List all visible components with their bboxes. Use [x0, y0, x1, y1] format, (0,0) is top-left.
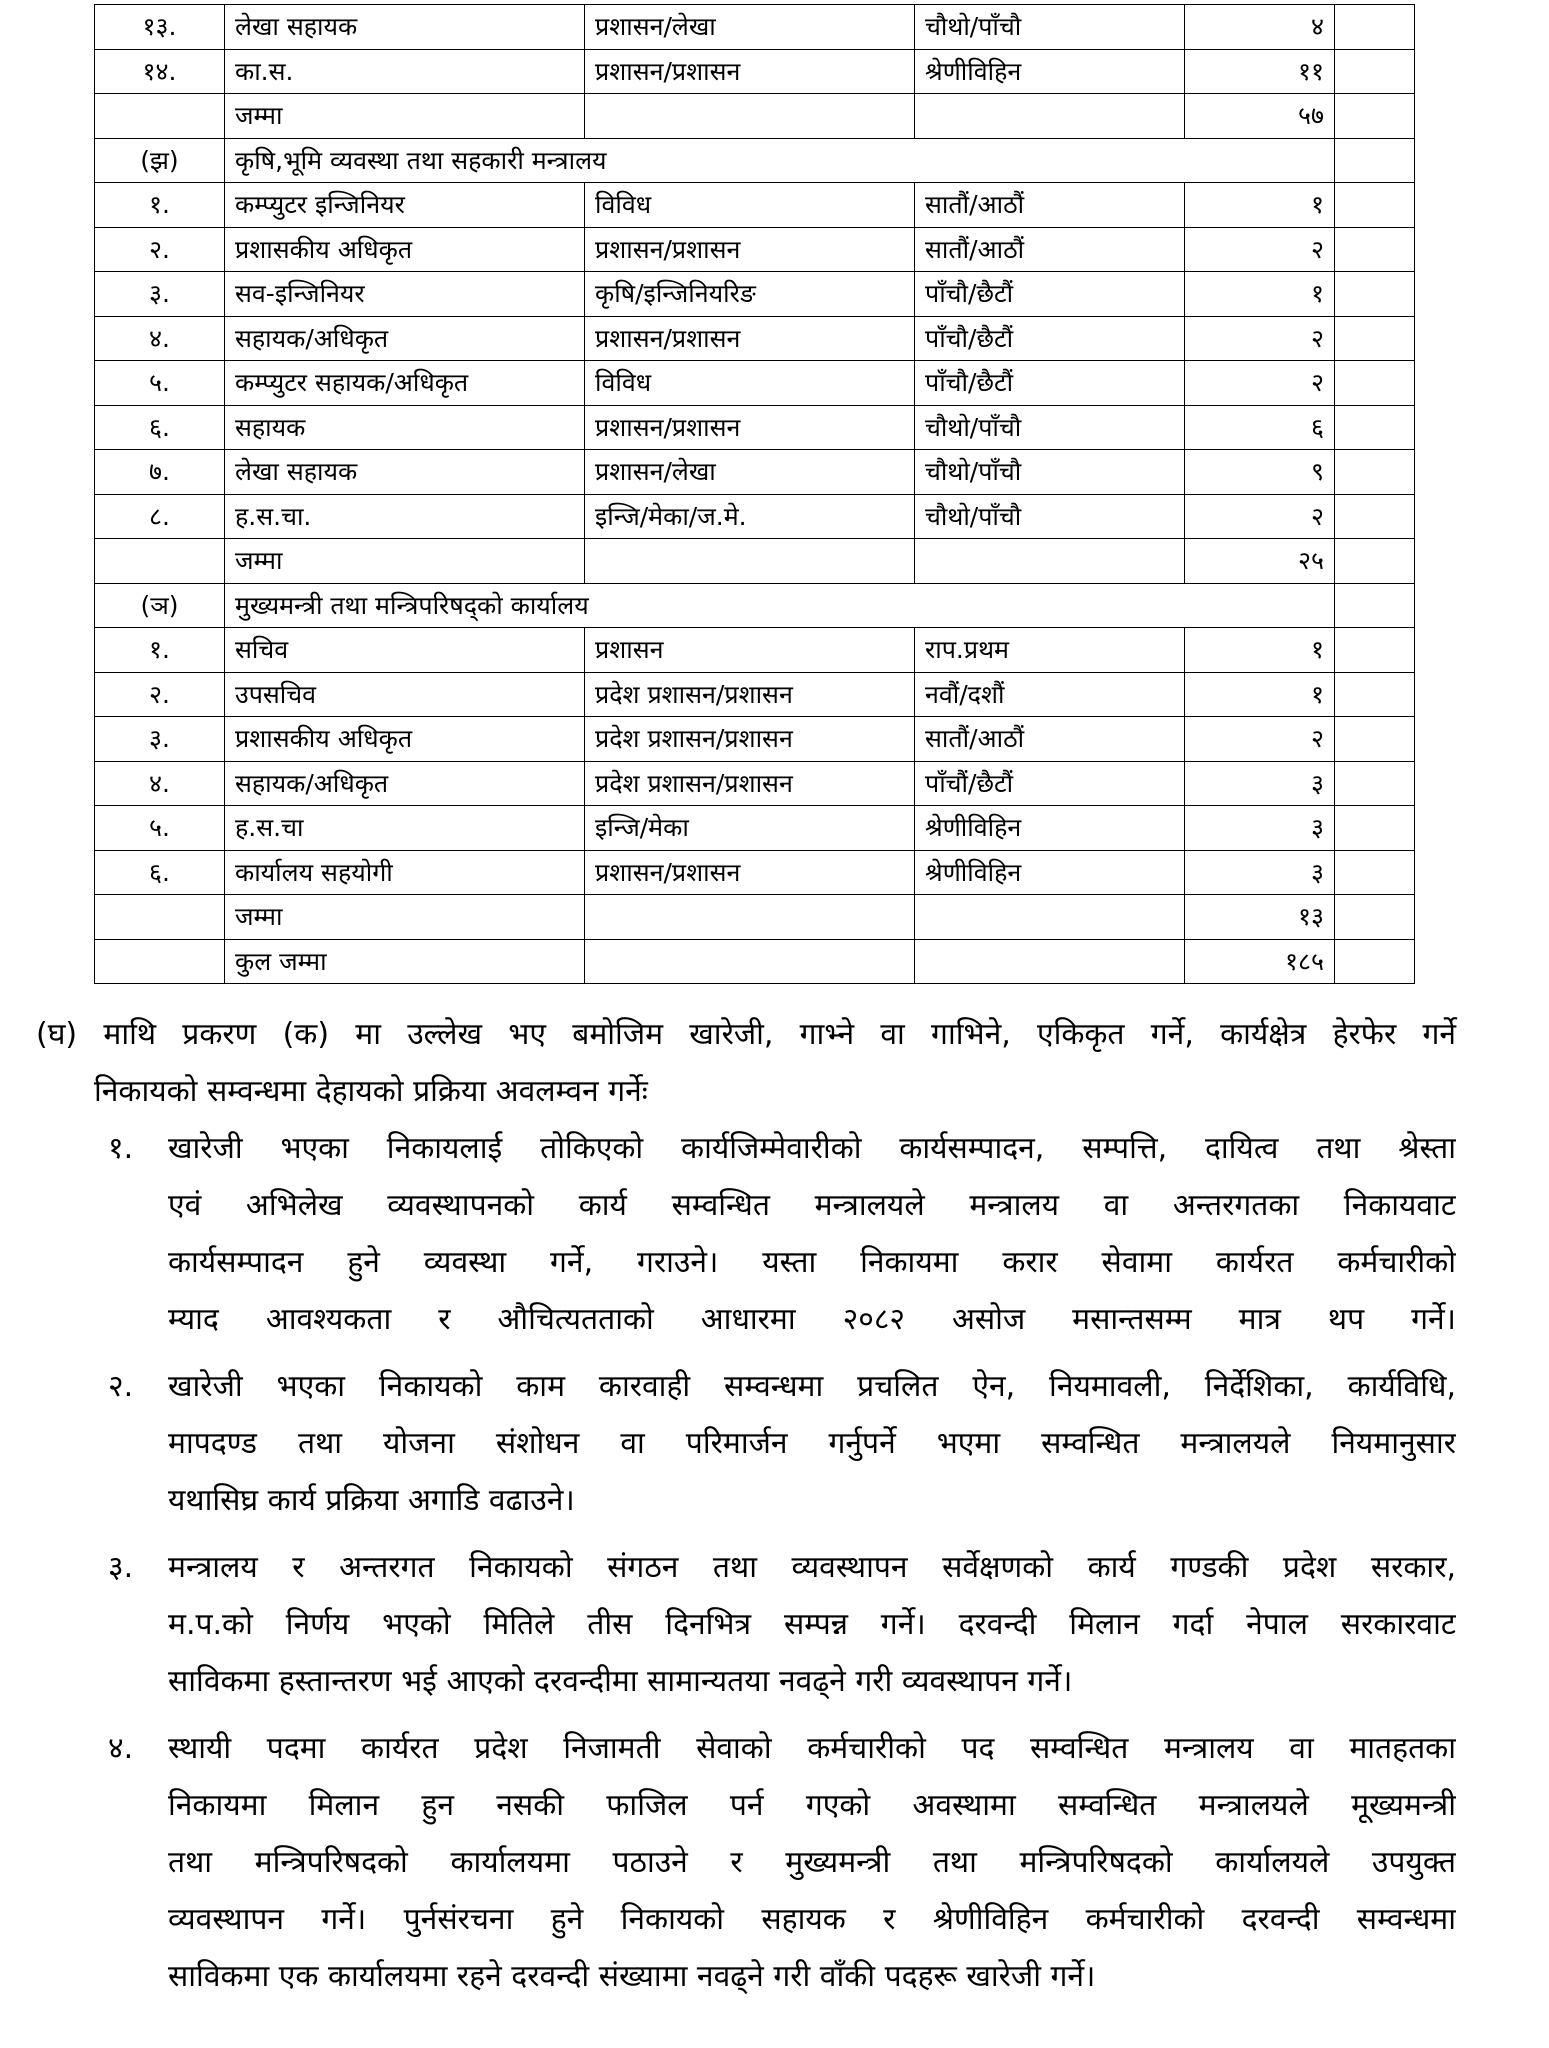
level-cell: पाँचौ/छैटौं [915, 272, 1185, 317]
service-cell: इन्जि/मेका [585, 806, 915, 851]
service-cell: प्रशासन/प्रशासन [585, 316, 915, 361]
service-cell: प्रशासन/प्रशासन [585, 49, 915, 94]
post-cell: लेखा सहायक [225, 450, 585, 495]
serial-cell: १३. [95, 5, 225, 50]
table-row [95, 5, 1415, 50]
count-cell: १ [1185, 628, 1335, 673]
table-row [95, 49, 1415, 94]
service-cell: प्रदेश प्रशासन/प्रशासन [585, 717, 915, 762]
item-line: यथासिघ्र कार्य प्रक्रिया अगाडि वढाउने। [168, 1483, 575, 1518]
section-item-2 [36, 1358, 1456, 1529]
post-cell: सचिव [225, 628, 585, 673]
level-cell: सातौं/आठौं [915, 183, 1185, 228]
table-row [95, 717, 1415, 762]
serial-cell: २. [95, 227, 225, 272]
empty-cell [585, 939, 915, 984]
staff-table-body [95, 5, 1415, 984]
empty-cell [1335, 227, 1415, 272]
serial-cell: ३. [95, 717, 225, 762]
empty-cell [95, 539, 225, 584]
section-item-3 [36, 1539, 1456, 1710]
total-count-cell: १३ [1185, 895, 1335, 940]
table-row [95, 494, 1415, 539]
item-number: २. [108, 1369, 134, 1404]
empty-cell [1335, 183, 1415, 228]
count-cell: २ [1185, 227, 1335, 272]
table-row [95, 227, 1415, 272]
level-cell: चौथो/पाँचौ [915, 405, 1185, 450]
item-line: म.प.को निर्णय भएको मितिले तीस दिनभित्र सम्पन्न गर्ने। दरवन्दी मिलान गर्दा नेपाल सरकारवाट [168, 1607, 1456, 1642]
empty-cell [1335, 761, 1415, 806]
post-cell: प्रशासकीय अधिकृत [225, 717, 585, 762]
count-cell: ९ [1185, 450, 1335, 495]
item-line: व्यवस्थापन गर्ने। पुर्नसंरचना हुने निकायको सहायक र श्रेणीविहिन कर्मचारीको दरवन्दी सम्वन्धमा [168, 1902, 1456, 1937]
post-cell: सहायक [225, 405, 585, 450]
item-line: एवं अभिलेख व्यवस्थापनको कार्य सम्वन्धित मन्त्रालयले मन्त्रालय वा अन्तरगतका निकायवाट [168, 1188, 1456, 1223]
service-cell: प्रशासन/प्रशासन [585, 405, 915, 450]
total-count-cell: ५७ [1185, 94, 1335, 139]
level-cell: सातौं/आठौं [915, 227, 1185, 272]
item-line: तथा मन्त्रिपरिषदको कार्यालयमा पठाउने र मुख्यमन्त्री तथा मन्त्रिपरिषदको कार्यालयले उपयुक्त [168, 1845, 1456, 1880]
post-cell: सहायक/अधिकृत [225, 761, 585, 806]
count-cell: २ [1185, 717, 1335, 762]
empty-cell [1335, 672, 1415, 717]
empty-cell [95, 939, 225, 984]
post-cell: कम्प्युटर सहायक/अधिकृत [225, 361, 585, 406]
count-cell: ३ [1185, 806, 1335, 851]
table-row [95, 450, 1415, 495]
empty-cell [585, 895, 915, 940]
count-cell: २ [1185, 494, 1335, 539]
empty-cell [1335, 405, 1415, 450]
empty-cell [1335, 539, 1415, 584]
item-line: कार्यसम्पादन हुने व्यवस्था गर्ने, गराउने। यस्ता निकायमा करार सेवामा कार्यरत कर्मचारीको [168, 1245, 1456, 1280]
empty-cell [915, 939, 1185, 984]
count-cell: १ [1185, 272, 1335, 317]
count-cell: २ [1185, 316, 1335, 361]
total-label-cell: कुल जम्मा [225, 939, 585, 984]
level-cell: श्रेणीविहिन [915, 806, 1185, 851]
item-line: म्याद आवश्यकता र औचित्यतताको आधारमा २०८२ असोज मसान्तसम्म मात्र थप गर्ने। [168, 1302, 1456, 1337]
post-cell: ह.स.चा. [225, 494, 585, 539]
level-cell: श्रेणीविहिन [915, 850, 1185, 895]
service-cell: विविध [585, 361, 915, 406]
service-cell: विविध [585, 183, 915, 228]
item-line: साविकमा एक कार्यालयमा रहने दरवन्दी संख्यामा नवढ्ने गरी वाँकी पदहरू खारेजी गर्ने। [168, 1959, 1096, 1994]
section-heading-line-2: निकायको सम्वन्धमा देहायको प्रक्रिया अवलम्वन गर्नेः [94, 1074, 648, 1109]
table-total-row [95, 94, 1415, 139]
empty-cell [1335, 94, 1415, 139]
empty-cell [915, 94, 1185, 139]
service-cell: प्रशासन/प्रशासन [585, 227, 915, 272]
item-line: खारेजी भएका निकायको काम कारवाही सम्वन्धमा प्रचलित ऐन, नियमावली, निर्देशिका, कार्यविधि, [168, 1369, 1456, 1404]
service-cell: इन्जि/मेका/ज.मे. [585, 494, 915, 539]
table-row [95, 316, 1415, 361]
staff-position-table [94, 4, 1415, 984]
section-item-1 [36, 1120, 1456, 1348]
level-cell: राप.प्रथम [915, 628, 1185, 673]
empty-cell [1335, 138, 1415, 183]
post-cell: उपसचिव [225, 672, 585, 717]
serial-cell: ६. [95, 405, 225, 450]
service-cell: प्रदेश प्रशासन/प्रशासन [585, 672, 915, 717]
empty-cell [1335, 272, 1415, 317]
table-total-row [95, 539, 1415, 584]
table-row [95, 850, 1415, 895]
table-row [95, 628, 1415, 673]
table-row [95, 405, 1415, 450]
section-serial-cell: (झ) [95, 138, 225, 183]
table-section-row [95, 138, 1415, 183]
count-cell: १ [1185, 183, 1335, 228]
empty-cell [1335, 806, 1415, 851]
empty-cell [915, 539, 1185, 584]
table-row [95, 672, 1415, 717]
item-line: खारेजी भएका निकायलाई तोकिएको कार्यजिम्मेवारीको कार्यसम्पादन, सम्पत्ति, दायित्व तथा श्रेस्ता [168, 1131, 1456, 1166]
empty-cell [1335, 850, 1415, 895]
total-count-cell: २५ [1185, 539, 1335, 584]
level-cell: पाँचौ/छैटौं [915, 316, 1185, 361]
table-section-row [95, 583, 1415, 628]
empty-cell [585, 94, 915, 139]
item-line: स्थायी पदमा कार्यरत प्रदेश निजामती सेवाको कर्मचारीको पद सम्वन्धित मन्त्रालय वा मातहतका [168, 1731, 1456, 1766]
item-number: ४. [108, 1731, 134, 1766]
post-cell: लेखा सहायक [225, 5, 585, 50]
serial-cell: १४. [95, 49, 225, 94]
post-cell: कार्यालय सहयोगी [225, 850, 585, 895]
empty-cell [1335, 361, 1415, 406]
level-cell: चौथो/पाँचौ [915, 5, 1185, 50]
count-cell: ४ [1185, 5, 1335, 50]
total-label-cell: जम्मा [225, 539, 585, 584]
service-cell: प्रशासन/लेखा [585, 450, 915, 495]
level-cell: चौथो/पाँचौ [915, 494, 1185, 539]
table-row [95, 183, 1415, 228]
total-count-cell: १८५ [1185, 939, 1335, 984]
item-number: १. [108, 1131, 134, 1166]
serial-cell: ५. [95, 806, 225, 851]
serial-cell: २. [95, 672, 225, 717]
service-cell: कृषि/इन्जिनियरिङ [585, 272, 915, 317]
total-label-cell: जम्मा [225, 895, 585, 940]
post-cell: कम्प्युटर इन्जिनियर [225, 183, 585, 228]
post-cell: का.स. [225, 49, 585, 94]
level-cell: चौथो/पाँचौ [915, 450, 1185, 495]
section-heading-line-1: (घ) माथि प्रकरण (क) मा उल्लेख भए बमोजिम खारेजी, गाभ्ने वा गाभिने, एकिकृत गर्ने, कार्यक्षेत्र हेरफेर गर्ने [36, 1017, 1456, 1052]
service-cell: प्रदेश प्रशासन/प्रशासन [585, 761, 915, 806]
level-cell: श्रेणीविहिन [915, 49, 1185, 94]
serial-cell: ८. [95, 494, 225, 539]
post-cell: प्रशासकीय अधिकृत [225, 227, 585, 272]
section-title-cell: कृषि,भूमि व्यवस्था तथा सहकारी मन्त्रालय [225, 138, 1335, 183]
total-label-cell: जम्मा [225, 94, 585, 139]
serial-cell: १. [95, 183, 225, 228]
table-total-row [95, 895, 1415, 940]
count-cell: २ [1185, 361, 1335, 406]
count-cell: ३ [1185, 850, 1335, 895]
table-row [95, 761, 1415, 806]
item-line: मन्त्रालय र अन्तरगत निकायको संगठन तथा व्यवस्थापन सर्वेक्षणको कार्य गण्डकी प्रदेश सरकार, [168, 1550, 1456, 1585]
table-row [95, 272, 1415, 317]
empty-cell [1335, 5, 1415, 50]
empty-cell [915, 895, 1185, 940]
section-item-4 [36, 1720, 1456, 2005]
empty-cell [1335, 316, 1415, 361]
empty-cell [95, 895, 225, 940]
empty-cell [1335, 895, 1415, 940]
post-cell: सव-इन्जिनियर [225, 272, 585, 317]
level-cell: सातौं/आठौं [915, 717, 1185, 762]
post-cell: ह.स.चा [225, 806, 585, 851]
serial-cell: ४. [95, 761, 225, 806]
serial-cell: ७. [95, 450, 225, 495]
empty-cell [1335, 583, 1415, 628]
empty-cell [1335, 494, 1415, 539]
serial-cell: १. [95, 628, 225, 673]
empty-cell [95, 94, 225, 139]
serial-cell: ३. [95, 272, 225, 317]
level-cell: नवौं/दशौं [915, 672, 1185, 717]
level-cell: पाँचौं/छैटौं [915, 761, 1185, 806]
serial-cell: ४. [95, 316, 225, 361]
item-line: मापदण्ड तथा योजना संशोधन वा परिमार्जन गर्नुपर्ने भएमा सम्वन्धित मन्त्रालयले नियमानुसार [168, 1426, 1456, 1461]
post-cell: सहायक/अधिकृत [225, 316, 585, 361]
count-cell: ६ [1185, 405, 1335, 450]
service-cell: प्रशासन/लेखा [585, 5, 915, 50]
empty-cell [1335, 939, 1415, 984]
empty-cell [585, 539, 915, 584]
item-line: साविकमा हस्तान्तरण भई आएको दरवन्दीमा सामान्यतया नवढ्ने गरी व्यवस्थापन गर्ने। [168, 1664, 1073, 1699]
item-number: ३. [108, 1550, 134, 1585]
serial-cell: ६. [95, 850, 225, 895]
service-cell: प्रशासन [585, 628, 915, 673]
empty-cell [1335, 49, 1415, 94]
service-cell: प्रशासन/प्रशासन [585, 850, 915, 895]
section-serial-cell: (ञ) [95, 583, 225, 628]
empty-cell [1335, 450, 1415, 495]
section-gha [36, 1006, 1456, 2005]
table-row [95, 806, 1415, 851]
section-title-cell: मुख्यमन्त्री तथा मन्त्रिपरिषद्को कार्यालय [225, 583, 1335, 628]
serial-cell: ५. [95, 361, 225, 406]
count-cell: ३ [1185, 761, 1335, 806]
empty-cell [1335, 717, 1415, 762]
empty-cell [1335, 628, 1415, 673]
item-line: निकायमा मिलान हुन नसकी फाजिल पर्न गएको अवस्थामा सम्वन्धित मन्त्रालयले मूख्यमन्त्री [168, 1788, 1456, 1823]
table-total-row [95, 939, 1415, 984]
table-row [95, 361, 1415, 406]
level-cell: पाँचौ/छैटौं [915, 361, 1185, 406]
count-cell: ११ [1185, 49, 1335, 94]
count-cell: १ [1185, 672, 1335, 717]
